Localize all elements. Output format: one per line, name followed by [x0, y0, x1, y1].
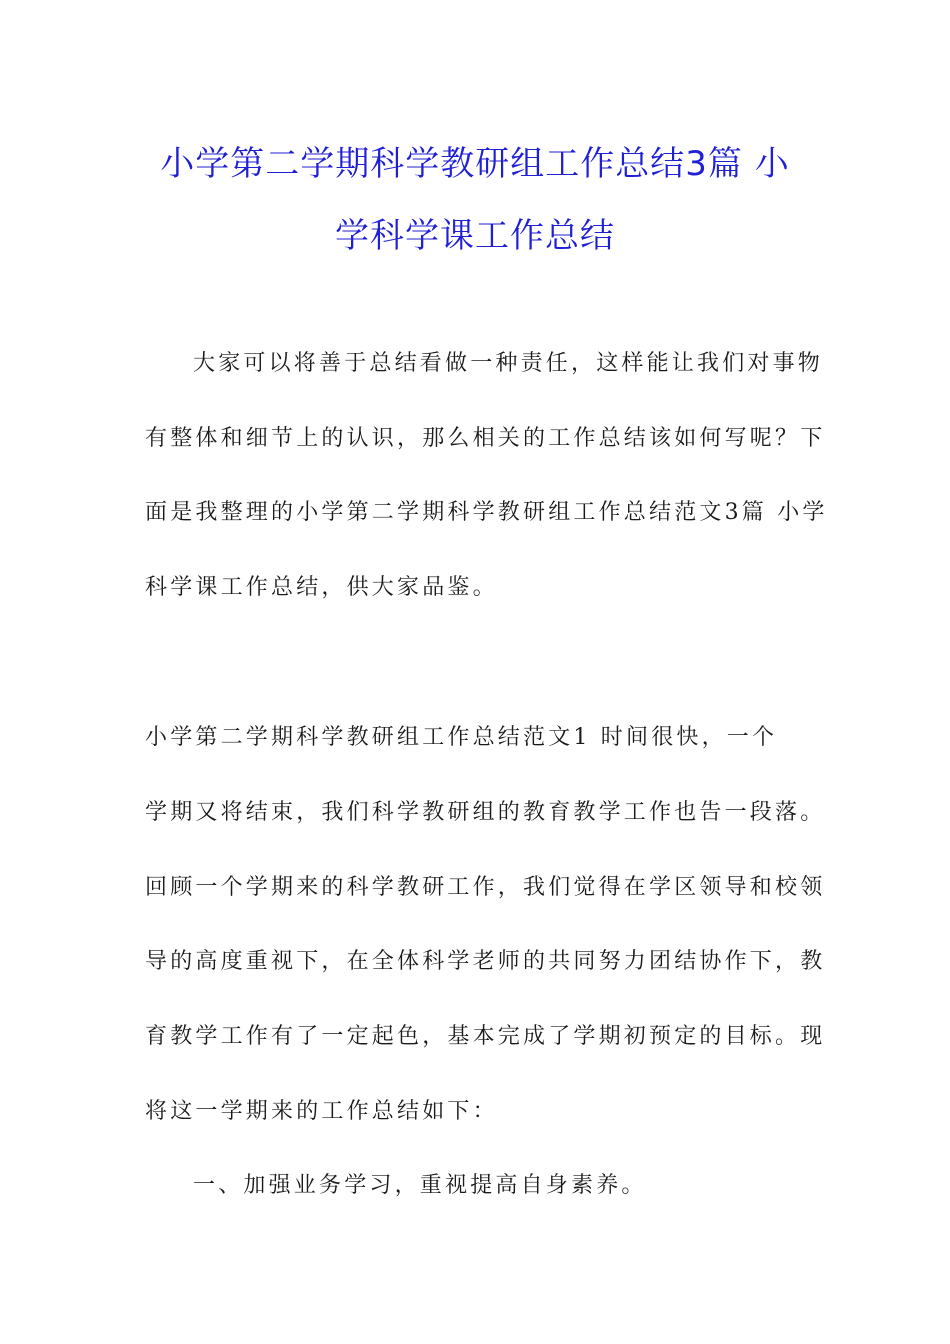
intro-line-3: 面是我整理的小学第二学期科学教研组工作总结范文3篇 小学	[145, 500, 828, 525]
heading-1: 一、加强业务学习，重视提高自身素养。	[193, 1173, 647, 1198]
section-line-3: 回顾一个学期来的科学教研工作，我们觉得在学区领导和校领	[145, 875, 826, 900]
section-line-6: 将这一学期来的工作总结如下：	[145, 1099, 498, 1124]
section-line-5: 育教学工作有了一定起色，基本完成了学期初预定的目标。现	[145, 1024, 826, 1049]
intro-line-1: 大家可以将善于总结看做一种责任，这样能让我们对事物	[193, 351, 824, 376]
section-line-4: 导的高度重视下，在全体科学老师的共同努力团结协作下，教	[145, 949, 826, 974]
intro-line-2: 有整体和细节上的认识，那么相关的工作总结该如何写呢？下	[145, 426, 826, 451]
document-title-line-2: 学科学课工作总结	[335, 216, 615, 256]
section-line-1: 小学第二学期科学教研组工作总结范文1 时间很快，一个	[145, 725, 778, 750]
intro-line-4: 科学课工作总结，供大家品鉴。	[145, 575, 498, 600]
section-line-2: 学期又将结束，我们科学教研组的教育教学工作也告一段落。	[145, 800, 826, 825]
document-title-line-1: 小学第二学期科学教研组工作总结3篇 小	[160, 144, 790, 184]
